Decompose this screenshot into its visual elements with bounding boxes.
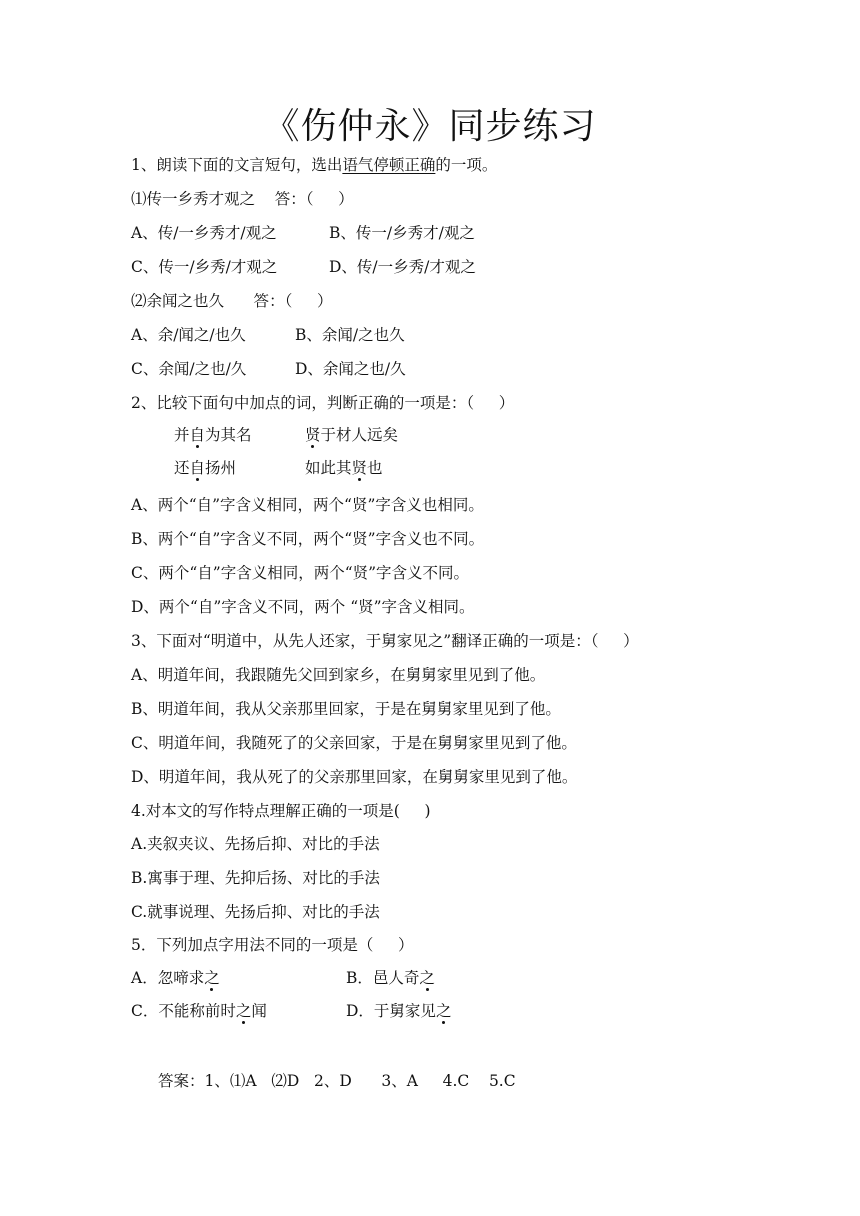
- q2-r1c2-post: 于材人远矣: [320, 426, 399, 444]
- q5-a-dotted: 之: [204, 969, 220, 987]
- q2-r2c2-post: 也: [367, 459, 383, 477]
- q2-r1c1-post: 为其名: [205, 426, 252, 444]
- answer-key: 答案：1、⑴A ⑵D 2、D 3、A 4.C 5.C: [158, 1072, 516, 1090]
- q1-sub2-option-a: A、余/闻之/也久: [131, 326, 246, 344]
- q5-option-d: [346, 1000, 451, 1022]
- q2-option-b: B、两个“自”字含义不同，两个“贤”字含义也不同。: [131, 530, 485, 548]
- q1-sub1-options-row1: [131, 222, 475, 244]
- q1-sub1-options-row2: [131, 256, 476, 278]
- q2-r1c1: [174, 426, 252, 444]
- q5-option-b: [346, 967, 435, 989]
- q1-sub2-options-row1: [131, 324, 405, 346]
- q1-sub2-option-d: D、余闻之也/久: [295, 360, 406, 378]
- q1-stem-underlined: 语气停顿正确: [342, 156, 436, 174]
- q1-sub1-option-d: D、传/一乡秀/才观之: [329, 258, 476, 276]
- q2-r2c1-pre: 还: [174, 459, 190, 477]
- q1-sub2-option-c: C、余闻/之也/久: [131, 360, 247, 378]
- q2-option-a: A、两个“自”字含义相同，两个“贤”字含义也相同。: [131, 496, 484, 514]
- q5-c-pre: C．不能称前时: [131, 1002, 236, 1020]
- q2-r2c1: [174, 459, 236, 477]
- q2-r1c1-pre: 并: [174, 426, 190, 444]
- q1-sub1: ⑴传一乡秀才观之 答：（ ）: [131, 190, 354, 208]
- q2-r1c2: [305, 424, 398, 446]
- q5-d-pre: D．于舅家见: [346, 1002, 436, 1020]
- q2-r1c2-dotted: 贤: [305, 426, 321, 444]
- question-3-stem: 3、下面对“明道中，从先人还家，于舅家见之”翻译正确的一项是：（ ）: [131, 632, 639, 650]
- q5-a-pre: A．忽啼求: [131, 969, 205, 987]
- q5-b-pre: B．邑人奇: [346, 969, 420, 987]
- q2-r2c2: [305, 457, 383, 479]
- q3-option-b: B、明道年间，我从父亲那里回家，于是在舅舅家里见到了他。: [131, 700, 561, 718]
- question-4-stem: 4.对本文的写作特点理解正确的一项是( ): [131, 802, 431, 820]
- q4-option-a: A.夹叙夹议、先扬后抑、对比的手法: [131, 835, 380, 853]
- q5-options-row1: [131, 967, 435, 989]
- q3-option-c: C、明道年间，我随死了的父亲回家，于是在舅舅家里见到了他。: [131, 734, 577, 752]
- q2-option-d: D、两个“自”字含义不同，两个 “贤”字含义相同。: [131, 598, 475, 616]
- q3-option-a: A、明道年间，我跟随先父回到家乡，在舅舅家里见到了他。: [131, 666, 546, 684]
- question-5-stem: 5．下列加点字用法不同的一项是（ ）: [131, 936, 414, 954]
- q5-b-dotted: 之: [419, 969, 435, 987]
- q2-r2c1-post: 扬州: [205, 459, 237, 477]
- q5-c-dotted: 之: [235, 1002, 252, 1020]
- q1-sub1-option-b: B、传一/乡秀才/观之: [329, 224, 475, 242]
- q2-example-row2: [174, 457, 383, 479]
- q1-sub1-option-c: C、传一/乡秀/才观之: [131, 258, 278, 276]
- q4-option-b: B.寓事于理、先抑后扬、对比的手法: [131, 869, 380, 887]
- question-1-stem: [131, 154, 497, 176]
- q4-option-c: C.就事说理、先扬后抑、对比的手法: [131, 903, 380, 921]
- q2-r1c1-dotted: 自: [189, 426, 206, 444]
- q1-sub2-options-row2: [131, 358, 406, 380]
- q3-option-d: D、明道年间，我从死了的父亲那里回家，在舅舅家里见到了他。: [131, 768, 578, 786]
- document-title: 《伤仲永》同步练习: [263, 106, 597, 147]
- q1-sub2: ⑵余闻之也久 答：（ ）: [131, 292, 333, 310]
- q1-stem-pre: 1、朗读下面的文言短句，选出: [131, 156, 343, 174]
- q2-r2c2-dotted: 贤: [351, 459, 368, 477]
- q2-option-c: C、两个“自”字含义相同，两个“贤”字含义不同。: [131, 564, 470, 582]
- q1-stem-post: 的一项。: [435, 156, 498, 174]
- q5-option-c: [131, 1002, 267, 1020]
- q5-c-post: 闻: [251, 1002, 267, 1020]
- q2-r2c2-pre: 如此其: [305, 459, 352, 477]
- q5-d-dotted: 之: [435, 1002, 452, 1020]
- q5-options-row2: [131, 1000, 452, 1022]
- q5-option-a: [131, 969, 220, 987]
- q2-r2c1-dotted: 自: [189, 459, 206, 477]
- q2-example-row1: [174, 424, 399, 446]
- question-2-stem: 2、比较下面句中加点的词，判断正确的一项是：（ ）: [131, 394, 515, 412]
- q1-sub1-option-a: A、传/一乡秀才/观之: [131, 224, 277, 242]
- q1-sub2-option-b: B、余闻/之也久: [295, 326, 405, 344]
